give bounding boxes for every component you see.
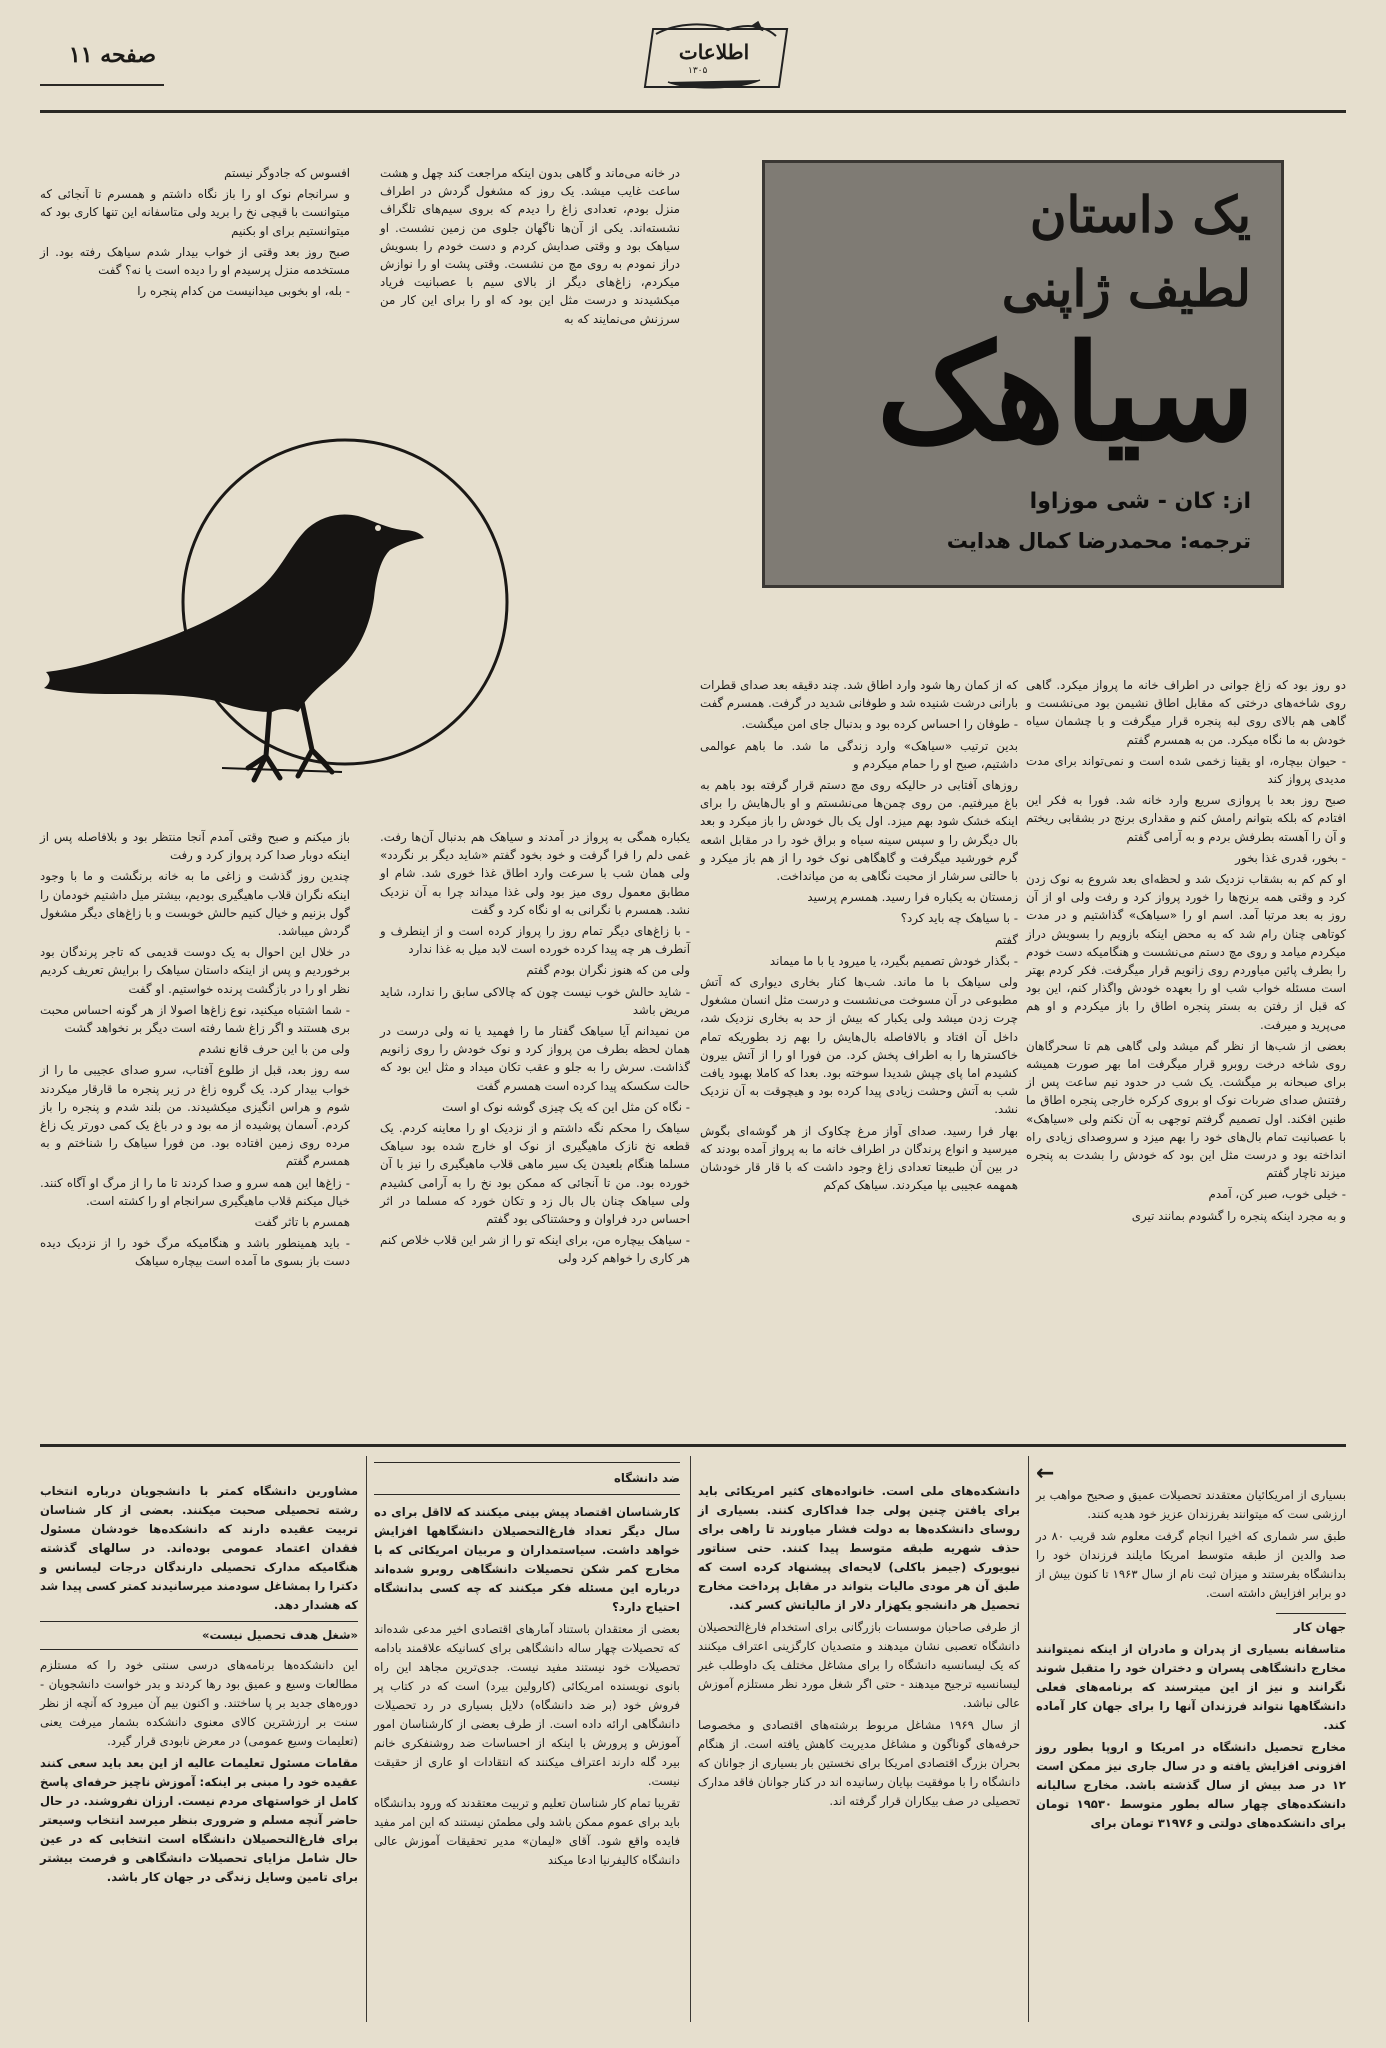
story-author: از: کان - شی موزاوا [1029, 489, 1251, 514]
subhead-world-of-work: جهان کار [1293, 1620, 1346, 1634]
story-title: سیاهک [876, 316, 1255, 471]
column-bottom-right: ← بسیاری از امریکائیان معتقدند تحصیلات عمیق و صحیح مواهب بر ارزشی ست که میتوانند بفرزندان عزیز خود هدیه کنند. طبق سر شماری که اخیرا انجام گرفت معلوم شد قریب ۸۰ در صد والدین از طبقه متوسط امریکا مایلند فرزندان خود را بدانشگاه بفرستند و میزان ثبت نام از سال ۱۹۶۳ تا کنون بیش از دو برابر افزایش داشته است. جهان کار متاسفانه بسیاری از پدران و مادران از اینکه نمیتوانند مخارج دانشگاهی پسران و دختران خود را متقبل شوند نگرانند و نیز از این میترسند که برنامه‌های فعلی دانشگاهها نتواند فرزندان آنها را برای جهان کار آماده کند. مخارج تحصیل دانشگاه در امریکا و اروپا بطور روز افزونی افزایش یافته و در سال جاری نیز ممکن است ۱۲ در صد بیش از سال گذشته باشد. مخارج سالیانه دانشکده‌های چهار ساله بطور متوسط ۱۹۵۳۰ تومان برای دانشکده‌های دولتی و ۳۱۹۷۶ تومان برای [1036, 1461, 1346, 1830]
story-translator: ترجمه: محمدرضا کمال هدایت [946, 529, 1251, 553]
masthead-logo [648, 20, 780, 92]
masthead-name: اطلاعات [678, 40, 750, 64]
story-kicker-line2: لطیف ژاپنی [1001, 259, 1251, 318]
column-mid-center-right: که از کمان رها شود وارد اطاق شد. چند دقیقه بعد صدای قطرات بارانی درشت شنیده شد و طوفانی شدید در گرفت. همسرم گفت - طوفان را احساس کرده بود و بدنبال جای امن میگشت. بدین ترتیب «سیاهک» وارد زندگی ما شد. ما باهم عوالمی داشتیم، صبح او را حمام میکردم و روزهای آفتابی در حالیکه روی مچ دستم قرار گرفته بود باهم به باغ میرفتیم. من روی چمن‌ها می‌نشستم و او بال‌هایش را برای اینکه خشک شود بهم میزد. اول یک بال خودش را باز میکرد و بعد بال دیگرش را و سپس سینه سیاه و براق خود را در مقابل اشعه گرم خورشید میگرفت و گاهگاهی نوک خود را از هم باز میکرد و با حالتی سرشار از محبت نگاهی به من میانداخت. زمستان به یکباره فرا رسید. همسرم پرسید - با سیاهک چه باید کرد؟ گفتم - بگذار خودش تصمیم بگیرد، یا میرود یا با ما میماند ولی سیاهک با ما ماند. شب‌ها کنار بخاری دیواری که آتش مطبوعی در آن مسوخت می‌نشست و درست مثل انسان مشغول چرت زدن میشد ولی یکبار که بیش از حد به بخاری نزدیک شد، داخل آن افتاد و بالافاصله بال‌هایش را بهم زد بطوریکه تمام خاکسترها را به اطراف پخش کرد. من فورا او را از آتش بیرون کشیدم اما پای چپش شدیدا سوخته بود. بعدا که کاملا بهبود یافت شب به آتش وحشت زیادی پیدا کرده بود و هیچوقت به آن نزدیک نشد. بهار فرا رسید. صدای آواز مرغ چکاوک از هر گوشه‌ای بگوش میرسید و انواع پرندگان در اطراف خانه ما به پرواز آمده بودند که در بین آن طبیعتا تعدادی زاغ وجود داشت که با قار قار خودشان همهمه عجیبی بپا میکردند. سیاهک کم‌کم [699, 678, 1018, 1193]
page-number: صفحه ۱۱ [68, 42, 156, 68]
divider-1 [1028, 1456, 1029, 2022]
column-top-left: افسوس که جادوگر نیستم و سرانجام نوک او را باز نگاه داشتم و همسرم تا آنجائی که میتوانست با قیچی نخ را برید ولی متاسفانه این تنها کاری بود که میتوانستیم برای او بکنیم صبح روز بعد وقتی از خواب بیدار شدم سیاهک رفته بود. از مستخدمه منزل پرسیدم او را دیده است یا نه؟ گفت - بله، او بخوبی میدانیست من کدام پنجره را [40, 166, 350, 299]
column-mid-center: یکباره همگی به پرواز در آمدند و سیاهک هم بدنبال آن‌ها رفت. غمی دلم را فرا گرفت و خود بخود گفتم «شاید دیگر بر نگردد» ولی همان شب با سرعت وارد اطاق غذا خوری شد. شام او مطابق معمول روی میز بود ولی غذا میداند چرا به آن نزدیک نشد. همسرم با نگرانی به او نگاه کرد و گفت - با زاغ‌های دیگر تمام روز را پرواز کرده است و از اینطرف و آنطرف هر چه پیدا کرده خورده است لابد میل به غذا ندارد ولی من که هنوز نگران بودم گفتم - شاید حالش خوب نیست چون که چالاکی سابق را ندارد، شاید مریض باشد من نمیدانم آیا سیاهک گفتار ما را فهمید یا نه ولی درست در همان لحظه بطرف من پرواز کرد و نوک خودش را روی زانویم گذاشت. سرش را به جلو و عقب تکان میداد و مثل این بود که حالت سکسکه پیدا کرده است همسرم گفت - نگاه کن مثل این که یک چیزی گوشه نوک او است سیاهک را محکم نگه داشتم و از نزدیک او را معاینه کردم. یک قطعه نخ نازک ماهیگیری از نوک او خارج شده بود سیاهک مسلما هنگام بلعیدن یک سیر ماهی قلاب ماهیگیری را نیز با آن خورده بود. من تا آنجائی که ممکن بود نخ را به آرامی کشیدم ولی سیاهک چنان بال بال زد و تکان خورد که مسلما در اثر احساس درد فراوان و وحشتناکی بود گفتم - سیاهک بیچاره من، برای اینکه تو را از شر این قلاب خلاص کنم هر کاری را خواهم کرد ولی [380, 830, 690, 1266]
bottom-section-rule [40, 1444, 1346, 1447]
divider-3 [366, 1456, 367, 2022]
page-number-rule [40, 84, 164, 86]
subhead-job-not-goal: «شغل هدف تحصیل نیست» [202, 1628, 358, 1642]
story-kicker-line1: یک داستان [1029, 185, 1251, 244]
column-top-center: در خانه می‌ماند و گاهی بدون اینکه مراجعت کند چهل و هشت ساعت غایب میشد. یک روز که مشغول گردش در اطراف منزل بودم، تعدادی زاغ را دیدم که بروی سیم‌های تلگراف نشسته‌اند. یکی از آن‌ها ناگهان جلوی من زمین نشست. او سیاهک بود و وقتی صدایش کردم و دست خودم را بسویش دراز نمودم به روی مچ من نشست. وقتی پشت او را نوازش میکردم، زاغ‌های دیگر از بالای سیم با عصبانیت فریاد میکشیدند و درست مثل این بود که او را برای این کار من سرزنش می‌نمایند که به [380, 166, 680, 326]
divider-2 [690, 1456, 691, 2022]
crow-illustration-icon [40, 432, 580, 812]
masthead-year: ۱۳۰۵ [688, 66, 708, 76]
header-rule [40, 110, 1346, 113]
arrow-left-icon: ← [1036, 1461, 1055, 1486]
column-bottom-left: مشاورین دانشگاه کمتر با دانشجویان درباره انتخاب رشته تحصیلی صحبت میکنند. بعضی از کار شناسان تربیت عقیده دارند که دانشکده‌ها خودشان مسئول فقدان اعتماد عمومی بوده‌اند. در سالهای گذشته هنگامیکه مدارک تحصیلی دارندگان درجات لیسانس و دکترا را بمشاغل سودمند میرسانیدند کمتر کسی پیدا شد که هشدار دهد. «شغل هدف تحصیل نیست» این دانشکده‌ها برنامه‌های درسی سنتی خود را که مستلزم مطالعات وسیع و عمیق بود رها کردند و بدر خواست دانشجویان - دوره‌های جدید بر پا ساختند. و اکنون بیم آن میرود که آنچه از نظر سنت بر ارزشترین کالای معنوی دانشکده بشمار میرفت یعنی (تعلیمات وسیع عمومی) در معرض نابودی قرار گیرد. مقامات مسئول تعلیمات عالیه از این بعد باید سعی کنند عقیده خود را مبنی بر اینکه: آموزش ناچیز حرفه‌ای پاسخ کامل از خواستهای مردم نیست. ارزان نفروشند. در حال حاضر آنچه مسلم و ضروری بنظر میرسد انتخاب وسیعتر برای فارغ‌التحصیلان دانشگاه است انتخابی که در عین حال شامل مزایای تحصیلات دانشگاهی و فرصت بیشتر برای تامین وسایل زندگی در جهان کار باشد. [40, 1484, 358, 1884]
column-mid-left: باز میکنم و صبح وقتی آمدم آنجا منتظر بود و بلافاصله پس از اینکه دوبار صدا کرد پرواز کرد و رفت چندین روز گذشت و زاغی ما به خانه برنگشت و ما با وجود اینکه نگران قلاب ماهیگیری بودیم، بیشتر میل داشتیم خودمان را گول بزنیم و خیال کنیم حالش خوبست و با زاغ‌های دیگر مشغول گردش میباشد. در خلال این احوال به یک دوست قدیمی که تاجر پرندگان بود برخوردیم و پس از اینکه داستان سیاهک را برایش تعریف کردیم نظر او را در بازگشت پرنده خواستیم. او گفت - شما اشتباه میکنید، نوع زاغ‌ها اصولا از هر گونه احساس محبت بری هستند و اگر زاغ شما رفته است دیگر بر نخواهد گشت ولی من با این حرف قانع نشدم سه روز بعد، قبل از طلوع آفتاب، سرو صدای عجیبی ما را از خواب بیدار کرد. یک گروه زاغ در زیر پنجره ما قارقار میکردند شوم و هراس انگیزی میکشیدند. من بلند شدم و پنجره را باز کردم. آسمان پوشیده از مه بود و در باغ یک کمی دورتر یک زاغ مرده روی زمین افتاده بود. من فورا سیاهک را شناختم و به همسرم گفتم - زاغ‌ها این همه سرو و صدا کردند تا ما را از مرگ او آگاه کنند. خیال میکنم قلاب ماهیگیری سرانجام او را کشته است. همسرم با تاثر گفت - باید همینطور باشد و هنگامیکه مرگ خود را از نزدیک دیده دست باز بسوی ما آمده است بیچاره سیاهک [39, 830, 350, 1269]
heading-anti-university: ضد دانشگاه [614, 1471, 680, 1485]
column-mid-right: دو روز بود که زاغ جوانی در اطراف خانه ما پرواز میکرد. گاهی روی شاخه‌های درختی که مقابل اطاق نشیمن بود می‌نشست و گاهی هم بالای روی لبه پنجره قرار میگرفت و با چشمان سیاه خودش به ما نگاه میکرد. من به همسرم گفتم - حیوان بیچاره، او یقینا زخمی شده است و نمی‌تواند برای مدت مدیدی پرواز کند صبح روز بعد با پروازی سریع وارد خانه شد. فورا به فکر این افتادم که بلکه بتوانم رامش کنم و مقداری برنج در بشقابی ریختم و آن را آهسته بطرفش بردم و به آرامی گفتم - بخور، قدری غذا بخور او کم کم به بشقاب نزدیک شد و لحظه‌ای بعد شروع به نوک زدن کرد و وقتی همه برنج‌ها را خورد پرواز کرد و رفت ولی او از آن روز به بعد مرتبا آمد. اسم او را «سیاهک» گذاشتیم و در مدت کوتاهی چنان رام شد که به محض اینکه بازویم را بسویش دراز میکردم میامد و روی مچ دستم می‌نشست و هنگامیکه دست خودم را بطرف پائین میاوردم روی زانویم قرار میگرفت. فکر کردم بهتر است مسئله خواب شب او را بعهده خودش واگذار کنم، این بود که قبل از رفتن به بستر پنجره اطاق را باز میکردم و او هم می‌پرید و میرفت. بعضی از شب‌ها از نظر گم میشد ولی گاهی هم تا سحرگاهان روی شاخه درخت روبرو قرار میگرفت اما بهر صورت همیشه برای صبحانه بر میگشت. یک شب در حدود نیم ساعت پس از رفتنش صدای ضربات نوک او بروی کرکره خارجی پنجره اطاق ما طنین افکند. اول تصمیم گرفتم توجهی به آن نکنم ولی «سیاهک» با عصبانیت تمام بال‌های خود را بهم میزد و سروصدای زیادی راه انداخته بود و درست مثل این بود که خودش را بشدت به پنجره میزند ناچار گفتم - خیلی خوب، صبر کن، آمدم و به مجرد اینکه پنجره را گشودم بمانند تیری [1026, 678, 1346, 1223]
story-title-box [762, 160, 1284, 588]
column-bottom-center-right: دانشکده‌های ملی است. خانواده‌های کثیر امریکائی باید برای یافتن چنین پولی جدا فداکاری کنند. بسیاری از روسای دانشکده‌ها به دولت فشار میاورند تا راهی برای حذف شهریه طبقه متوسط پیدا کنند. حتی سناتور نیویورک (جیمز باکلی) لایحه‌ای پیشنهاد کرده است که طبق آن هر مودی مالیات بتواند در مقابل پرداخت مخارج تحصیل هر دانشجو یکهزار دلار از مالیاتش کسر کند. از طرفی صاحبان موسسات بازرگانی برای استخدام فارغ‌التحصیلان دانشگاه تعصبی نشان میدهند و متصدیان کارگزینی اعتراف میکنند که یک لیسانسیه دانشگاه را برای مشاغل مختلف یک داوطلب غیر لیسانسیه ترجیح میدهند - حتی اگر شغل مورد نظر مستلزم آموزش عالی نباشد. از سال ۱۹۶۹ مشاغل مربوط برشته‌های اقتصادی و مخصوصا حرفه‌های گوناگون و مشاغل مدیریت کاهش یافته است. از هنگام بحران بزرگ اقتصادی امریکا برای نخستین بار بسیاری از جوانان که دانشگاه را با موفقیت بپایان رسانیده اند در کنار جوانان فاقد مدارک تحصیلی در صف بیکاران قرار گرفته اند. [698, 1484, 1020, 1808]
column-bottom-center-left: ضد دانشگاه کارشناسان اقتصاد پیش بینی میکنند که لااقل برای ده سال دیگر تعداد فارغ‌التحصیلان دانشگاهها افزایش خواهد داشت. سیاستمداران و مربیان امریکائی که با مخارج کمر شکن تحصیلات دانشگاهی روبرو شده‌اند درباره این مسئله فکر میکنند که چه کسی بدانشگاه احتیاج دارد؟ بعضی از معتقدان باستناد آمارهای اقتصادی اخیر مدعی شده‌اند که تحصیلات چهار ساله دانشگاهی برای کسانیکه علاقمند بادامه تحصیلات خود نیستند مفید نیست. جدی‌ترین مجاهد این راه بانوی نویسنده امریکائی (کارولین بیرد) است که در کتاب پر فروش خود (بر ضد دانشگاه) دلایل بسیاری در رد تحصیلات دانشگاهی ارائه داده است. از طرف بعضی از کارشناسان امور آموزش و پرورش با اینکه از احساسات ضد روشنفکری خانم بیرد گله دارند اعتراف میکنند که انتقادات او عاری از حقیقت نیست. تقریبا تمام کار شناسان تعلیم و تربیت معتقدند که ورود بدانشگاه باید برای عموم ممکن باشد ولی مطمئن نیستند که این امر مفید فایده واقع شود. آقای «لیمان» مدیر تحقیقات آموزش عالی دانشگاه کالیفرنیا ادعا میکند [374, 1462, 680, 1873]
